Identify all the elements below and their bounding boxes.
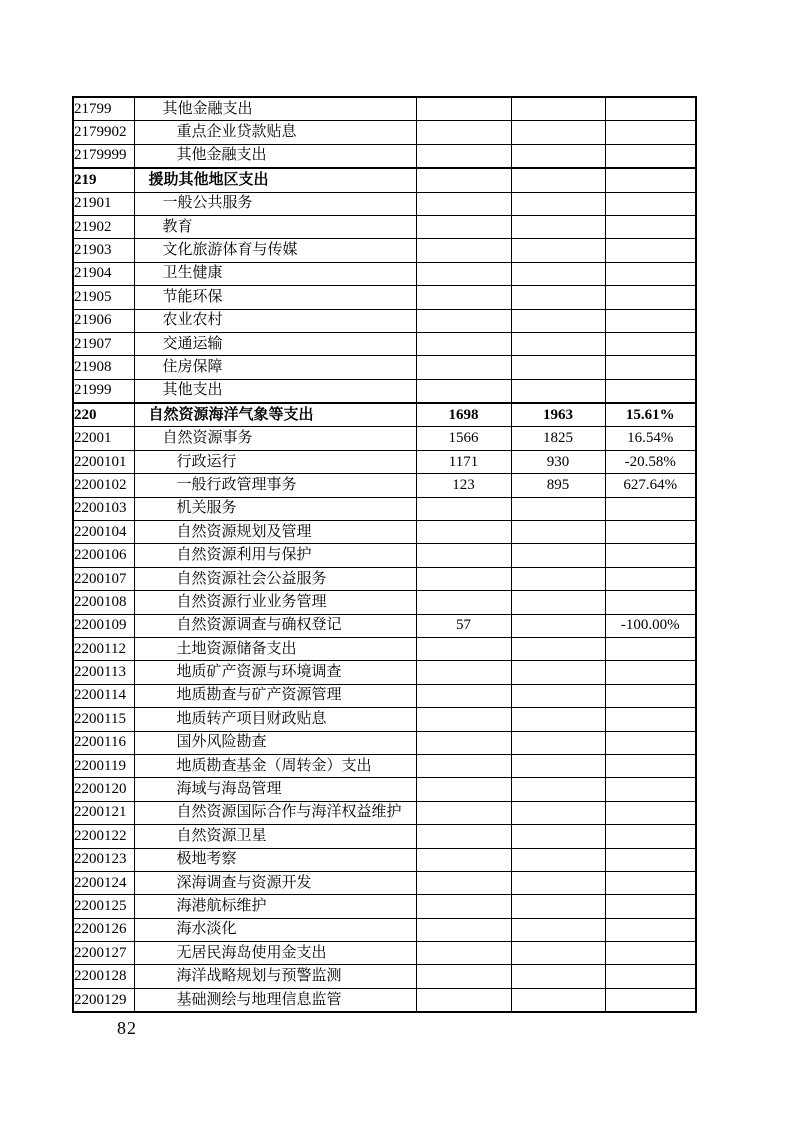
cell-value-col1 (416, 731, 511, 754)
cell-change-pct (605, 262, 696, 285)
cell-value-col1 (416, 544, 511, 567)
cell-value-col1 (416, 661, 511, 684)
cell-value-col1 (416, 754, 511, 777)
cell-value-col2 (511, 825, 605, 848)
cell-value-col1 (416, 239, 511, 262)
cell-name: 地质勘查与矿产资源管理 (134, 684, 416, 707)
cell-name: 自然资源规划及管理 (134, 521, 416, 544)
cell-value-col2 (511, 871, 605, 894)
cell-name: 地质转产项目财政贴息 (134, 708, 416, 731)
cell-value-col2 (511, 168, 605, 192)
table-row (73, 309, 696, 332)
cell-value-col1 (416, 379, 511, 403)
cell-value-col2 (511, 332, 605, 355)
table-row (73, 848, 696, 871)
cell-value-col2 (511, 988, 605, 1012)
cell-value-col1 (416, 848, 511, 871)
cell-change-pct (605, 567, 696, 590)
cell-change-pct (605, 356, 696, 379)
cell-code: 2200125 (73, 895, 134, 918)
table-row (73, 708, 696, 731)
cell-change-pct (605, 684, 696, 707)
cell-value-col2 (511, 567, 605, 590)
table-row (73, 121, 696, 144)
cell-name: 一般公共服务 (134, 192, 416, 215)
cell-name: 海港航标维护 (134, 895, 416, 918)
cell-value-col2 (511, 121, 605, 144)
table-row (73, 567, 696, 590)
cell-name: 其他支出 (134, 379, 416, 403)
cell-name: 重点企业贷款贴息 (134, 121, 416, 144)
cell-value-col2 (511, 614, 605, 637)
cell-change-pct (605, 778, 696, 801)
cell-value-col1 (416, 356, 511, 379)
cell-value-col2 (511, 895, 605, 918)
cell-code: 2200101 (73, 450, 134, 473)
cell-change-pct (605, 121, 696, 144)
cell-code: 2200128 (73, 965, 134, 988)
cell-code: 2200121 (73, 801, 134, 824)
cell-value-col1 (416, 918, 511, 941)
cell-value-col2 (511, 918, 605, 941)
cell-change-pct (605, 988, 696, 1012)
cell-value-col1 (416, 121, 511, 144)
table-row (73, 379, 696, 403)
cell-name: 海洋战略规划与预警监测 (134, 965, 416, 988)
cell-value-col2: 1825 (511, 427, 605, 450)
cell-code: 21907 (73, 332, 134, 355)
cell-change-pct (605, 309, 696, 332)
cell-value-col2 (511, 965, 605, 988)
cell-value-col2 (511, 262, 605, 285)
cell-value-col2 (511, 192, 605, 215)
table-row (73, 262, 696, 285)
cell-change-pct (605, 754, 696, 777)
cell-value-col1 (416, 567, 511, 590)
cell-code: 2200112 (73, 637, 134, 660)
cell-change-pct (605, 801, 696, 824)
table-row (73, 684, 696, 707)
cell-value-col1 (416, 965, 511, 988)
cell-name: 国外风险勘查 (134, 731, 416, 754)
cell-code: 21799 (73, 97, 134, 121)
table-row (73, 778, 696, 801)
cell-value-col1: 123 (416, 474, 511, 497)
table-row (73, 661, 696, 684)
table-row (73, 895, 696, 918)
cell-code: 2200115 (73, 708, 134, 731)
cell-code: 2200123 (73, 848, 134, 871)
cell-change-pct (605, 661, 696, 684)
cell-change-pct (605, 591, 696, 614)
cell-name: 自然资源卫星 (134, 825, 416, 848)
cell-value-col2 (511, 309, 605, 332)
cell-code: 21902 (73, 215, 134, 238)
cell-code: 21904 (73, 262, 134, 285)
table-row (73, 239, 696, 262)
table-row (73, 144, 696, 168)
cell-value-col2 (511, 942, 605, 965)
cell-value-col1: 1566 (416, 427, 511, 450)
cell-code: 21906 (73, 309, 134, 332)
cell-value-col2 (511, 661, 605, 684)
cell-change-pct: 16.54% (605, 427, 696, 450)
cell-value-col1 (416, 309, 511, 332)
cell-name: 教育 (134, 215, 416, 238)
table-row (73, 637, 696, 660)
cell-value-col1 (416, 708, 511, 731)
cell-name: 自然资源海洋气象等支出 (134, 403, 416, 427)
table-row (73, 168, 696, 192)
cell-value-col1 (416, 942, 511, 965)
cell-code: 21905 (73, 286, 134, 309)
cell-value-col2 (511, 144, 605, 168)
cell-name: 极地考察 (134, 848, 416, 871)
cell-value-col2: 895 (511, 474, 605, 497)
cell-value-col2 (511, 239, 605, 262)
cell-change-pct (605, 731, 696, 754)
cell-value-col1 (416, 144, 511, 168)
cell-value-col1 (416, 591, 511, 614)
cell-change-pct (605, 286, 696, 309)
cell-name: 机关服务 (134, 497, 416, 520)
page-number: 82 (117, 1018, 137, 1038)
cell-code: 2200120 (73, 778, 134, 801)
table-row (73, 427, 696, 450)
cell-name: 援助其他地区支出 (134, 168, 416, 192)
cell-value-col2 (511, 379, 605, 403)
table-row (73, 215, 696, 238)
cell-value-col2 (511, 637, 605, 660)
cell-value-col1 (416, 988, 511, 1012)
cell-name: 自然资源利用与保护 (134, 544, 416, 567)
cell-code: 2200102 (73, 474, 134, 497)
table-row (73, 731, 696, 754)
cell-name: 地质勘查基金（周转金）支出 (134, 754, 416, 777)
cell-value-col2 (511, 497, 605, 520)
table-row (73, 403, 696, 427)
cell-name: 土地资源储备支出 (134, 637, 416, 660)
cell-value-col1 (416, 684, 511, 707)
cell-value-col1: 57 (416, 614, 511, 637)
cell-value-col1 (416, 825, 511, 848)
cell-change-pct (605, 497, 696, 520)
cell-value-col1 (416, 97, 511, 121)
budget-table (72, 96, 697, 1013)
table-row (73, 754, 696, 777)
table-row (73, 521, 696, 544)
cell-code: 21903 (73, 239, 134, 262)
cell-code: 2200116 (73, 731, 134, 754)
cell-value-col1 (416, 895, 511, 918)
cell-value-col2 (511, 801, 605, 824)
cell-name: 文化旅游体育与传媒 (134, 239, 416, 262)
table-row (73, 332, 696, 355)
cell-value-col1 (416, 637, 511, 660)
cell-code: 2200114 (73, 684, 134, 707)
cell-change-pct (605, 637, 696, 660)
table-row (73, 450, 696, 473)
cell-change-pct (605, 708, 696, 731)
cell-name: 深海调查与资源开发 (134, 871, 416, 894)
cell-value-col2 (511, 97, 605, 121)
cell-change-pct (605, 332, 696, 355)
cell-change-pct: 627.64% (605, 474, 696, 497)
cell-value-col1 (416, 262, 511, 285)
cell-change-pct (605, 918, 696, 941)
cell-code: 2200109 (73, 614, 134, 637)
cell-change-pct (605, 871, 696, 894)
cell-change-pct (605, 379, 696, 403)
cell-change-pct (605, 965, 696, 988)
table-row (73, 942, 696, 965)
cell-value-col2: 930 (511, 450, 605, 473)
cell-value-col1 (416, 286, 511, 309)
cell-code: 2200108 (73, 591, 134, 614)
cell-code: 21908 (73, 356, 134, 379)
cell-change-pct (605, 215, 696, 238)
cell-value-col2 (511, 731, 605, 754)
cell-value-col1 (416, 801, 511, 824)
cell-value-col2 (511, 848, 605, 871)
cell-value-col1 (416, 871, 511, 894)
cell-value-col2 (511, 684, 605, 707)
cell-value-col1 (416, 215, 511, 238)
cell-name: 住房保障 (134, 356, 416, 379)
cell-code: 2200113 (73, 661, 134, 684)
cell-change-pct (605, 97, 696, 121)
cell-change-pct (605, 895, 696, 918)
cell-code: 2179902 (73, 121, 134, 144)
cell-name: 交通运输 (134, 332, 416, 355)
cell-name: 自然资源国际合作与海洋权益维护 (134, 801, 416, 824)
cell-code: 22001 (73, 427, 134, 450)
cell-name: 自然资源行业业务管理 (134, 591, 416, 614)
cell-value-col2 (511, 521, 605, 544)
cell-name: 行政运行 (134, 450, 416, 473)
cell-value-col2 (511, 286, 605, 309)
cell-value-col2: 1963 (511, 403, 605, 427)
cell-change-pct: -100.00% (605, 614, 696, 637)
cell-change-pct (605, 168, 696, 192)
cell-value-col2 (511, 215, 605, 238)
cell-change-pct (605, 521, 696, 544)
table-row (73, 356, 696, 379)
cell-code: 2200107 (73, 567, 134, 590)
cell-name: 其他金融支出 (134, 144, 416, 168)
cell-code: 220 (73, 403, 134, 427)
cell-change-pct (605, 544, 696, 567)
cell-change-pct: 15.61% (605, 403, 696, 427)
cell-name: 基础测绘与地理信息监管 (134, 988, 416, 1012)
cell-code: 2200124 (73, 871, 134, 894)
table-row (73, 286, 696, 309)
budget-table-body (73, 97, 696, 1012)
cell-code: 21999 (73, 379, 134, 403)
cell-code: 2200104 (73, 521, 134, 544)
cell-value-col2 (511, 591, 605, 614)
cell-change-pct (605, 192, 696, 215)
cell-name: 自然资源社会公益服务 (134, 567, 416, 590)
cell-name: 节能环保 (134, 286, 416, 309)
table-row (73, 97, 696, 121)
cell-code: 2179999 (73, 144, 134, 168)
cell-code: 2200129 (73, 988, 134, 1012)
table-row (73, 825, 696, 848)
cell-code: 2200119 (73, 754, 134, 777)
cell-code: 21901 (73, 192, 134, 215)
cell-name: 自然资源调查与确权登记 (134, 614, 416, 637)
cell-change-pct (605, 239, 696, 262)
cell-change-pct (605, 942, 696, 965)
cell-value-col1 (416, 521, 511, 544)
cell-name: 自然资源事务 (134, 427, 416, 450)
cell-value-col2 (511, 778, 605, 801)
cell-change-pct (605, 144, 696, 168)
cell-change-pct: -20.58% (605, 450, 696, 473)
cell-name: 卫生健康 (134, 262, 416, 285)
cell-value-col1 (416, 778, 511, 801)
table-row (73, 918, 696, 941)
cell-value-col2 (511, 754, 605, 777)
table-row (73, 614, 696, 637)
cell-value-col1 (416, 168, 511, 192)
cell-name: 农业农村 (134, 309, 416, 332)
cell-value-col1: 1698 (416, 403, 511, 427)
cell-code: 2200122 (73, 825, 134, 848)
table-row (73, 192, 696, 215)
cell-name: 其他金融支出 (134, 97, 416, 121)
cell-value-col1: 1171 (416, 450, 511, 473)
cell-value-col2 (511, 356, 605, 379)
cell-code: 2200126 (73, 918, 134, 941)
cell-value-col2 (511, 708, 605, 731)
cell-value-col1 (416, 192, 511, 215)
table-row (73, 801, 696, 824)
table-row (73, 988, 696, 1012)
cell-value-col1 (416, 332, 511, 355)
cell-code: 2200127 (73, 942, 134, 965)
cell-value-col1 (416, 497, 511, 520)
cell-change-pct (605, 848, 696, 871)
cell-change-pct (605, 825, 696, 848)
cell-code: 2200103 (73, 497, 134, 520)
cell-code: 2200106 (73, 544, 134, 567)
table-row (73, 497, 696, 520)
table-row (73, 544, 696, 567)
cell-value-col2 (511, 544, 605, 567)
table-row (73, 871, 696, 894)
cell-name: 海水淡化 (134, 918, 416, 941)
table-row (73, 965, 696, 988)
cell-code: 219 (73, 168, 134, 192)
cell-name: 海域与海岛管理 (134, 778, 416, 801)
table-row (73, 591, 696, 614)
cell-name: 地质矿产资源与环境调查 (134, 661, 416, 684)
cell-name: 无居民海岛使用金支出 (134, 942, 416, 965)
cell-name: 一般行政管理事务 (134, 474, 416, 497)
table-row (73, 474, 696, 497)
